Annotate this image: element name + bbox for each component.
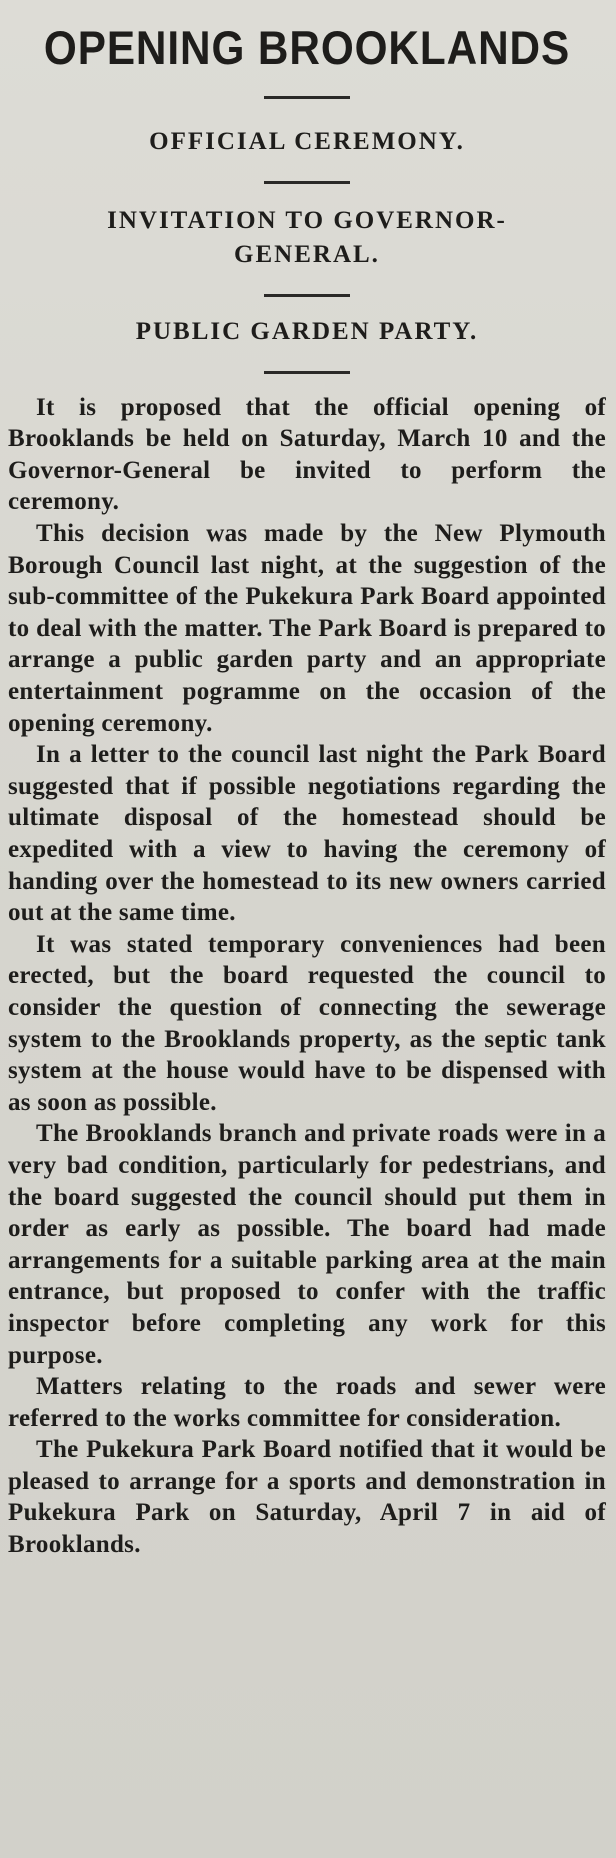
article-paragraph: It was stated temporary conveniences had been erected, but the board requested the council to consider the question of connecting the sewerage system to the Brooklands property, as the septic tank system at the house would have to be dispensed with as soon as possible. xyxy=(8,930,606,1116)
subheading-garden-party: PUBLIC GARDEN PARTY. xyxy=(135,317,479,345)
article-paragraph: The Pukekura Park Board notified that it would be pleased to arrange for a sports and demonstration in Pukekura Park on Saturday, April 7 in aid of Brooklands. xyxy=(8,1436,606,1559)
article-paragraph: This decision was made by the New Plymouth Borough Council last night, at the suggestion of the sub-committee of the Pukekura Park Board appointed to deal with the matter. The Park Board is prepared to arrange a public garden party and an appropriate entertainment pogramme on the occasion of the opening ceremony. xyxy=(8,520,606,737)
divider-rule xyxy=(264,181,350,184)
article-paragraph: It is proposed that the official opening of Brooklands be held on Saturday, March 10 and the Governor-General be invited to perform the ceremony. xyxy=(8,393,606,516)
headline: OPENING BROOKLANDS xyxy=(43,21,571,74)
article-paragraph: The Brooklands branch and private roads were in a very bad condition, particularly for pedestrians, and the board suggested the council should put them in order as early as possible. The board had made arrangements for a suitable parking area at the main entrance, but proposed to confer with the traffic inspector before completing any work for this purpose. xyxy=(8,1120,606,1369)
divider-rule xyxy=(264,294,350,297)
article-body xyxy=(8,392,606,1561)
article-paragraph: In a letter to the council last night the Park Board suggested that if possible negotiations regarding the ultimate disposal of the homestead should be expedited with a view to having the ceremony of handing over the homestead to its new owners carried out at the same time. xyxy=(8,741,606,927)
divider-rule xyxy=(264,96,350,99)
subheading-official-ceremony: OFFICIAL CEREMONY. xyxy=(149,127,465,155)
article-paragraph: Matters relating to the roads and sewer were referred to the works committee for consideration. xyxy=(8,1373,606,1432)
subheading-invitation: INVITATION TO GOVERNOR-GENERAL. xyxy=(107,206,507,268)
divider-rule xyxy=(264,371,350,374)
